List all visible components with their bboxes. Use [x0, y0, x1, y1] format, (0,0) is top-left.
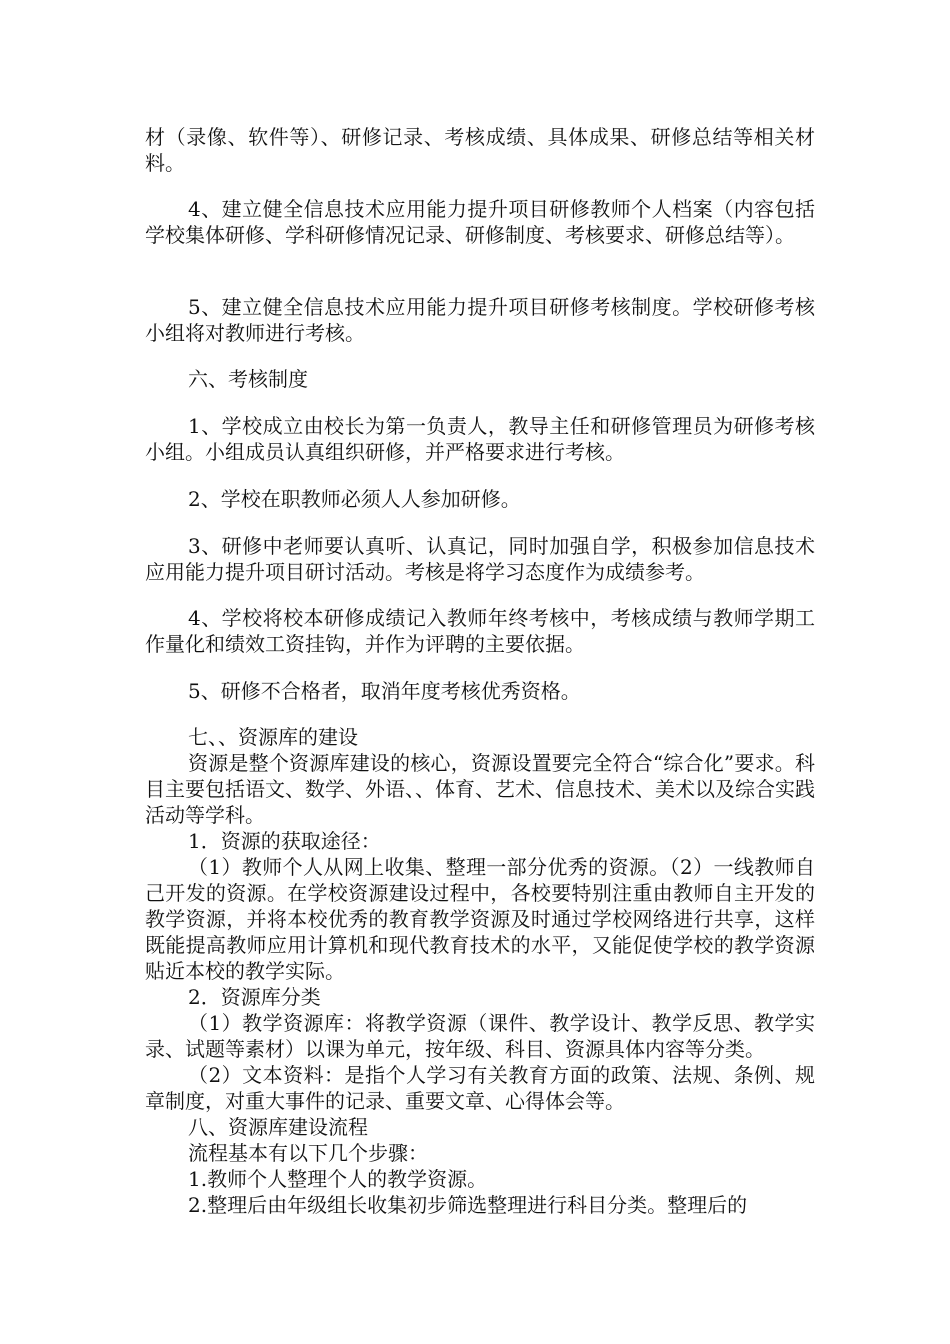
subheading-resource-sources: 1．资源的获取途径：	[188, 829, 381, 853]
paragraph-assessment-4: 4、学校将校本研修成绩记入教师年终考核中，考核成绩与教师学期工作量化和绩效工资挂钩，并作为评聘的主要依据。	[145, 606, 815, 656]
paragraph-item-5-assessment-system: 5、建立健全信息技术应用能力提升项目研修考核制度。学校研修考核小组将对教师进行考核。	[145, 295, 815, 345]
paragraph-materials-continued: 材（录像、软件等）、研修记录、考核成绩、具体成果、研修总结等相关材料。	[145, 125, 815, 175]
paragraph-assessment-3: 3、研修中老师要认真听、认真记，同时加强自学，积极参加信息技术应用能力提升项目研讨活动。考核是将学习态度作为成绩参考。	[145, 534, 815, 584]
section-heading-assessment: 六、考核制度	[188, 367, 308, 391]
paragraph-resource-sources: （1）教师个人从网上收集、整理一部分优秀的资源。（2）一线教师自己开发的资源。在学校资源建设过程中，各校要特别注重由教师自主开发的教学资源，并将本校优秀的教育教学资源及时通过学校网络进行共享，这样既能提高教师应用计算机和现代教育技术的水平，又能促使学校的教学资源贴近本校的教学实际。	[145, 855, 815, 983]
section-heading-build-process: 八、资源库建设流程	[188, 1115, 368, 1139]
paragraph-assessment-5: 5、研修不合格者，取消年度考核优秀资格。	[188, 679, 581, 703]
paragraph-process-step-1: 1.教师个人整理个人的教学资源。	[188, 1167, 488, 1191]
paragraph-assessment-2: 2、学校在职教师必须人人参加研修。	[188, 487, 521, 511]
paragraph-item-4-archive: 4、建立健全信息技术应用能力提升项目研修教师个人档案（内容包括学校集体研修、学科研修情况记录、研修制度、考核要求、研修总结等）。	[145, 197, 815, 247]
paragraph-teaching-resource-library: （1）教学资源库：将教学资源（课件、教学设计、教学反思、教学实录、试题等素材）以课为单元，按年级、科目、资源具体内容等分类。	[145, 1011, 815, 1061]
paragraph-resource-core: 资源是整个资源库建设的核心，资源设置要完全符合“综合化”要求。科目主要包括语文、数学、外语、、体育、艺术、信息技术、美术以及综合实践活动等学科。	[145, 751, 815, 827]
subheading-resource-categories: 2．资源库分类	[188, 985, 321, 1009]
section-heading-resource-library: 七、、资源库的建设	[188, 725, 358, 749]
paragraph-process-step-2: 2.整理后由年级组长收集初步筛选整理进行科目分类。整理后的	[188, 1193, 748, 1217]
paragraph-text-materials: （2）文本资料：是指个人学习有关教育方面的政策、法规、条例、规章制度，对重大事件的记录、重要文章、心得体会等。	[145, 1063, 815, 1113]
paragraph-process-intro: 流程基本有以下几个步骤：	[188, 1141, 428, 1165]
paragraph-assessment-1: 1、学校成立由校长为第一负责人，教导主任和研修管理员为研修考核小组。小组成员认真组织研修，并严格要求进行考核。	[145, 414, 815, 464]
